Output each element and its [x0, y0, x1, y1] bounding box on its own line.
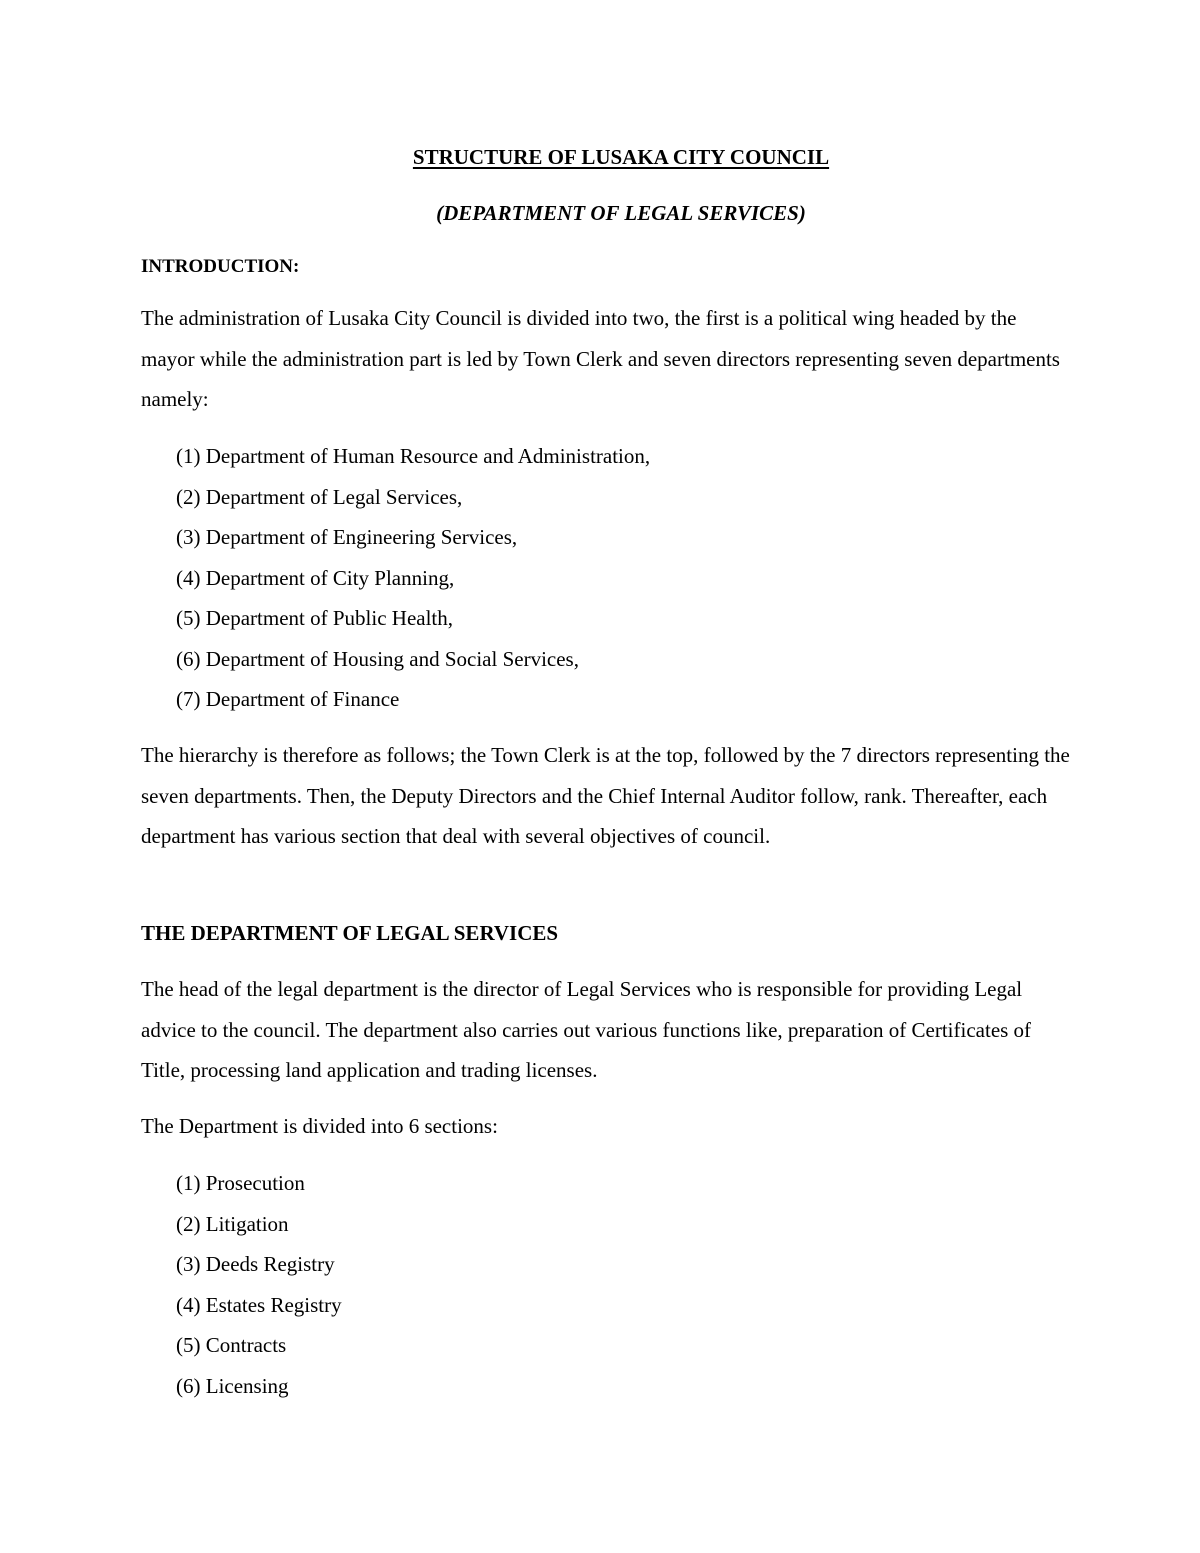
list-item: (5) Department of Public Health,: [176, 606, 453, 630]
document-title: STRUCTURE OF LUSAKA CITY COUNCIL: [412, 145, 830, 169]
departments-list: [176, 436, 650, 720]
list-item: (2) Litigation: [176, 1211, 289, 1236]
sections-intro: The Department is divided into 6 sections:: [141, 1114, 498, 1138]
list-item: (1) Prosecution: [176, 1171, 305, 1195]
list-item: (2) Department of Legal Services,: [176, 484, 463, 509]
list-item: (3) Department of Engineering Services,: [176, 525, 518, 549]
list-item: (1) Department of Human Resource and Administration,: [176, 444, 651, 468]
list-item: (4) Department of City Planning,: [176, 565, 455, 590]
list-item: (3) Deeds Registry: [176, 1252, 335, 1276]
hierarchy-paragraph: The hierarchy is therefore as follows; the Town Clerk is at the top, followed by the 7 directors representing the seven departments. Then, the Deputy Directors and the Chief Internal Auditor follow, rank. Thereafter, each department has various section that deal with several objectives of council.: [141, 743, 1070, 848]
legal-services-heading: THE DEPARTMENT OF LEGAL SERVICES: [141, 921, 559, 945]
legal-services-paragraph: The head of the legal department is the director of Legal Services who is responsible for providing Legal advice to the council. The department also carries out various functions like, preparation of Certificates of Title, processing land application and trading licenses.: [141, 977, 1032, 1082]
list-item: (6) Licensing: [176, 1373, 289, 1398]
list-item: (7) Department of Finance: [176, 687, 400, 711]
document-subtitle: (DEPARTMENT OF LEGAL SERVICES): [436, 201, 806, 225]
list-item: (5) Contracts: [176, 1333, 287, 1357]
list-item: (4) Estates Registry: [176, 1292, 342, 1317]
sections-list: [176, 1163, 342, 1406]
introduction-paragraph: The administration of Lusaka City Council is divided into two, the first is a political wing headed by the mayor while the administration part is led by Town Clerk and seven directors representing seven departments namely:: [141, 306, 1060, 411]
list-item: (6) Department of Housing and Social Services,: [176, 646, 579, 671]
introduction-heading: INTRODUCTION:: [141, 256, 300, 277]
